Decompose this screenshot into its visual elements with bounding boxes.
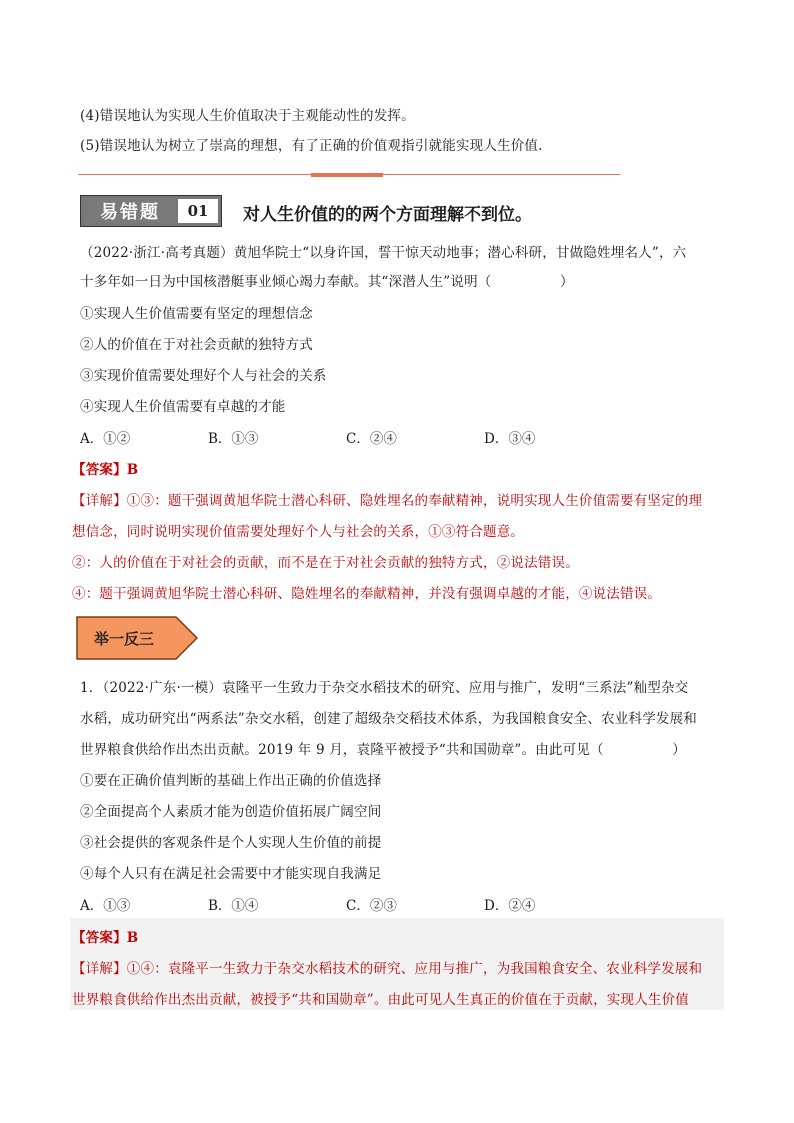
- q1-detail-line-4: ④：题干强调黄旭华院士潜心科研、隐姓埋名的奉献精神，并没有强调卓越的才能，④说法错误。: [72, 586, 662, 602]
- badge-label: 易错题: [84, 199, 176, 223]
- q1-option-b: B．①③: [208, 431, 259, 447]
- intro-line-4: (4)错误地认为实现人生价值取决于主观能动性的发挥。: [80, 108, 415, 124]
- q2-answer: 【答案】B: [72, 930, 139, 946]
- intro-line-5: (5)错误地认为树立了崇高的理想，有了正确的价值观指引就能实现人生价值.: [80, 138, 543, 154]
- error-prone-badge: [80, 195, 222, 227]
- q1-option-a: A．①②: [80, 431, 131, 447]
- q2-item-4: ④每个人只有在满足社会需要中才能实现自我满足: [80, 866, 382, 882]
- q2-item-3: ③社会提供的客观条件是个人实现人生价值的前提: [80, 835, 382, 851]
- badge-number: 01: [178, 199, 218, 223]
- q2-stem-line-2: 水稻，成功研究出“两系法”杂交水稻，创建了超级杂交稻技术体系，为我国粮食安全、农业科学发展和: [80, 711, 698, 727]
- badge-title: 对人生价值的的两个方面理解不到位。: [243, 205, 532, 225]
- practice-tag-label: 举一反三: [94, 630, 155, 648]
- q2-stem-line-1: 1．（2022·广东·一模）袁隆平一生致力于杂交水稻技术的研究、应用与推广，发明“三系法”籼型杂交: [80, 680, 689, 696]
- q1-item-1: ①实现人生价值需要有坚定的理想信念: [80, 306, 313, 322]
- q2-stem-line-3: 世界粮食供给作出杰出贡献。2019 年 9 月，袁隆平被授予“共和国勋章”。由此可见（ ）: [80, 742, 686, 758]
- q1-answer: 【答案】B: [72, 462, 139, 478]
- q2-detail-line-1: 【详解】①④：袁隆平一生致力于杂交水稻技术的研究、应用与推广，为我国粮食安全、农业科学发展和: [72, 961, 703, 977]
- q2-option-d: D．②④: [484, 898, 536, 914]
- q1-item-3: ③实现价值需要处理好个人与社会的关系: [80, 368, 327, 384]
- q2-item-2: ②全面提高个人素质才能为创造价值拓展广阔空间: [80, 804, 382, 820]
- q1-stem-line-2: 十多年如一日为中国核潜艇事业倾心竭力奉献。其“深潜人生”说明（ ）: [80, 274, 574, 290]
- q2-option-a: A．①③: [80, 898, 131, 914]
- q2-option-c: C．②③: [346, 898, 397, 914]
- practice-tag: [76, 616, 198, 660]
- q1-option-d: D．③④: [484, 431, 536, 447]
- q1-stem-line-1: （2022·浙江·高考真题）黄旭华院士“以身许国，誓干惊天动地事；潜心科研，甘做隐姓埋名人”，六: [80, 245, 687, 261]
- q2-detail-line-2: 世界粮食供给作出杰出贡献，被授予“共和国勋章”。由此可见人生真正的价值在于贡献，实现人生价值: [72, 992, 690, 1008]
- q1-option-c: C．②④: [346, 431, 397, 447]
- section-divider: [78, 173, 620, 177]
- divider-center-bar: [311, 173, 383, 177]
- q1-detail-line-3: ②：人的价值在于对社会的贡献，而不是在于对社会贡献的独特方式，②说法错误。: [72, 555, 579, 571]
- q1-detail-line-2: 想信念，同时说明实现价值需要处理好个人与社会的关系，①③符合题意。: [72, 524, 525, 540]
- q2-option-b: B．①④: [208, 898, 259, 914]
- q1-item-4: ④实现人生价值需要有卓越的才能: [80, 399, 286, 415]
- q2-item-1: ①要在正确价值判断的基础上作出正确的价值选择: [80, 773, 382, 789]
- q1-item-2: ②人的价值在于对社会贡献的独特方式: [80, 337, 313, 353]
- q1-detail-line-1: 【详解】①③：题干强调黄旭华院士潜心科研、隐姓埋名的奉献精神，说明实现人生价值需要有坚定的理: [72, 493, 703, 509]
